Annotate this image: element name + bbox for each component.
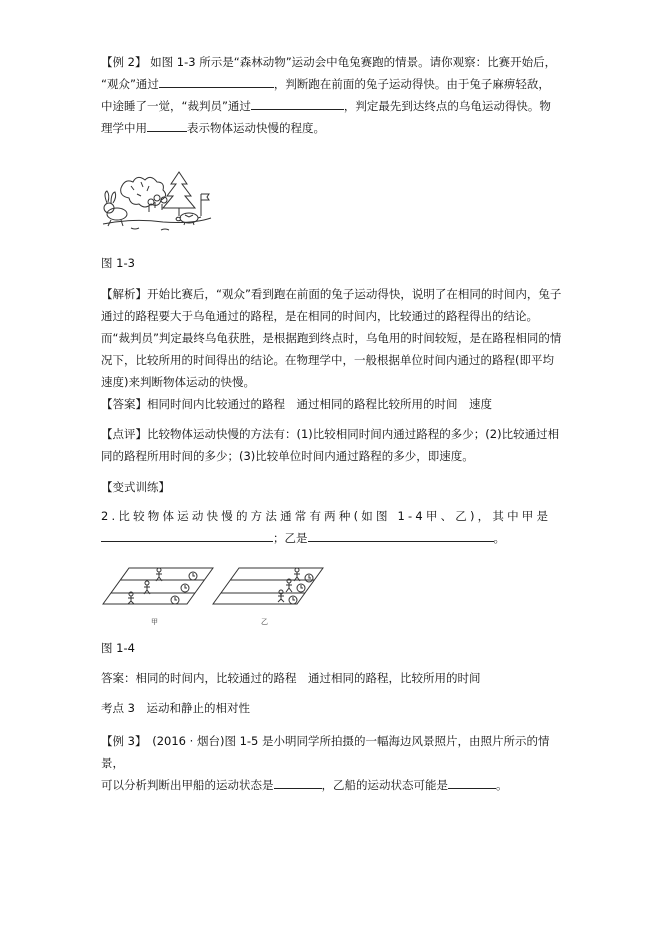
analysis-label: 【解析】: [101, 287, 147, 301]
answer-blank-2[interactable]: [251, 96, 344, 110]
variant-training-heading: [101, 476, 563, 498]
track-label-yi: 乙: [261, 618, 268, 626]
example-2-text-4: 中途睡了一觉，“裁判员”通过: [101, 99, 251, 113]
question-2-paragraph: [101, 505, 563, 549]
example-2-text-3: ，判断跑在前面的兔子运动得快。由于兔子麻痹轻敌，: [273, 77, 550, 91]
comment-text: 比较物体运动快慢的方法有：(1)比较相同时间内通过路程的多少；(2)比较通过相同的路程所用时间的多少；(3)比较单位时间内通过路程的多少，即速度。: [101, 427, 560, 463]
track-label-jia: 甲: [151, 618, 158, 626]
example-3-text-3: ，乙船的运动状态可能是: [321, 778, 448, 792]
example-3-text-2: 可以分析判断出甲船的运动状态是: [101, 778, 274, 792]
kaodian-3-heading: [101, 697, 563, 719]
variant-training-label: 【变式训练】: [101, 480, 170, 494]
kaodian-3-text: 考点 3 运动和静止的相对性: [101, 701, 250, 715]
analysis-paragraph: [101, 283, 563, 393]
question-2-text-1: 2.比较物体运动快慢的方法通常有两种(如图 1-4甲、乙)，其中甲是: [101, 509, 552, 523]
comment-paragraph: [101, 423, 563, 467]
example-3-paragraph: [101, 730, 563, 796]
answer-blank-4[interactable]: [101, 528, 273, 542]
comment-label: 【点评】: [101, 427, 147, 441]
answer-blank-1[interactable]: [159, 74, 274, 88]
answer-blank-5[interactable]: [308, 528, 494, 542]
example-3-text-1: (2016 · 烟台)图 1-5 是小明同学所拍摄的一幅海边风景照片，由照片所示的情景，: [101, 734, 550, 770]
question-2-text-3: 。: [493, 531, 505, 545]
answer-text: 相同时间内比较通过的路程 通过相同的路程比较所用的时间 速度: [147, 397, 492, 411]
example-2-text-7: 表示物体运动快慢的程度。: [187, 121, 325, 135]
answer-label: 【答案】: [101, 397, 147, 411]
race-track-diagram: [101, 556, 325, 630]
answer-2-paragraph: [101, 667, 563, 689]
example-3-text-4: 。: [496, 778, 508, 792]
example-2-label: 【例 2】: [101, 55, 147, 69]
example-3-label: 【例 3】: [101, 734, 141, 748]
answer-2-text: 答案：相同的时间内，比较通过的路程 通过相同的路程，比较所用的时间: [101, 671, 481, 685]
question-2-text-2: ；乙是: [273, 531, 308, 545]
figure-1-3-caption: 图 1-3: [101, 256, 135, 270]
analysis-text: 开始比赛后，“观众”看到跑在前面的兔子运动得快，说明了在相同的时间内，兔子通过的路程要大于乌龟通过的路程，是在相同的时间内，比较通过的路程得出的结论。而“裁判员”判定最终乌龟获胜，是根据跑到终点时，乌龟用的时间较短，是在路程相同的情况下，比较所用的时间得出的结论。在物理学中，一般根据单位时间内通过的路程(即平均速度)来判断物体运动的快慢。: [101, 287, 562, 389]
example-2-text-6: 理学中用: [101, 121, 147, 135]
answer-paragraph: [101, 393, 563, 415]
tortoise-hare-illustration: [101, 168, 213, 236]
figure-1-4-caption: 图 1-4: [101, 641, 135, 655]
answer-blank-6[interactable]: [274, 775, 322, 789]
answer-blank-3[interactable]: [147, 118, 187, 132]
example-2-paragraph: [101, 51, 563, 139]
answer-blank-7[interactable]: [448, 775, 496, 789]
example-2-text-5: ，判定最先到达终点的乌龟运动得快。物: [343, 99, 551, 113]
example-2-text-1: 如图 1-3 所示是“森林动物”运动会中龟兔赛跑的情景。请你观察：比赛开始后，: [146, 55, 557, 69]
example-2-text-2: “观众”通过: [101, 77, 159, 91]
